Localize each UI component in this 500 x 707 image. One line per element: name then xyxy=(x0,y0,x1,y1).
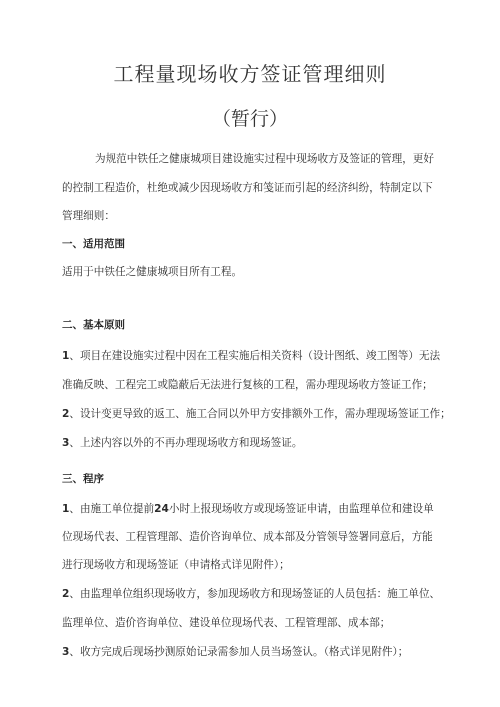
intro-line-2: 的控制工程造价，杜绝或减少因现场收方和笺证而引起的经济纠纷，特制定以下 xyxy=(62,182,433,194)
procedure-item-3: 3、收方完成后现场抄测原始记录需参加人员当场签认。（格式详见附件）； xyxy=(62,646,409,658)
scope-text: 适用于中铁任之健康城项目所有工程。 xyxy=(62,266,243,278)
item-number: 1 xyxy=(62,503,70,515)
section-heading-scope: 一、适用范围 xyxy=(62,238,125,250)
intro-line-3: 管理细则： xyxy=(62,210,115,222)
procedure-item-1-line-3: 进行现场收方和现场签证（申请格式详见附件）； xyxy=(62,559,290,571)
item-number: 2 xyxy=(62,408,70,420)
procedure-item-2-line-1: 2、由监理单位组织现场收方，参加现场收方和现场签证的人员包括：施工单位、 xyxy=(62,588,441,600)
procedure-item-2-line-2: 监理单位、造价咨询单位、建设单位现场代表、工程管理部、成本部； xyxy=(62,617,391,629)
intro-line-1: 为规范中铁任之健康城项目建设施实过程中现场收方及签证的管理，更好 xyxy=(95,153,434,165)
principle-item-2: 2、设计变更导致的返工、施工合同以外甲方安排额外工作，需办理现场签证工作； xyxy=(62,408,451,420)
item-number: 1 xyxy=(62,350,70,362)
item-number: 2 xyxy=(62,588,70,600)
page-title: 工程量现场收方签证管理细则 xyxy=(113,62,387,86)
item-number: 3 xyxy=(62,646,70,658)
principle-item-1-line-2: 准确反映、工程完工或隐蔽后无法进行复核的工程，需办理现场收方签证工作； xyxy=(62,379,433,391)
principle-item-1-line-1: 1、项目在建设施实过程中因在工程实施后相关资料（设计图纸、竣工图等）无法 xyxy=(62,350,441,362)
principle-item-3: 3、上述内容以外的不再办理现场收方和现场签证。 xyxy=(62,437,303,449)
page-subtitle: （暂行） xyxy=(211,108,288,130)
procedure-item-1-line-1: 1、由施工单位提前24小时上报现场收方或现场签证申请，由监理单位和建设单 xyxy=(62,503,434,515)
item-number: 3 xyxy=(62,437,70,449)
section-heading-procedure: 三、程序 xyxy=(62,473,104,485)
procedure-item-1-line-2: 位现场代表、工程管理部、造价咨询单位、成本部及分管领导签署同意后，方能 xyxy=(62,531,433,543)
section-heading-principles: 二、基本原则 xyxy=(62,319,125,331)
